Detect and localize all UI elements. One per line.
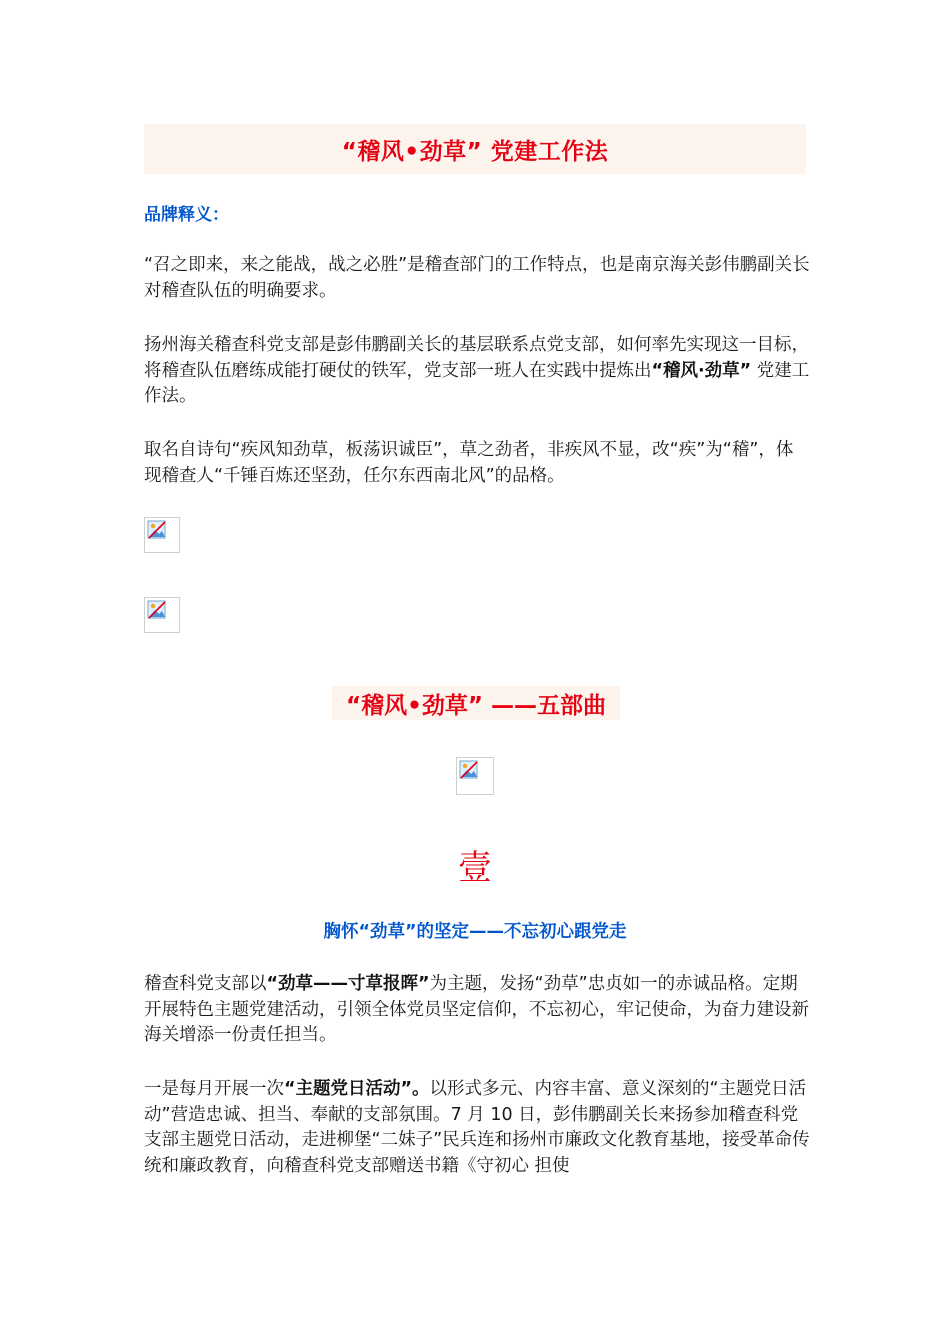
paragraph-theme-text: 为主题，发扬“劲草”忠贞如一的赤诚品格。定期开展特色主题党建活动，引领全体党员坚定信仰，不忘初心，牢记使命，为奋力建设新海关增添一份责任担当。	[144, 974, 809, 1045]
paragraph-theme-lead: 稽查科党支部以	[144, 974, 267, 994]
paragraph-branch-text: 扬州海关稽查科党支部是彭伟鹏副关长的基层联系点党支部，如何率先实现这一目标，将稽查队伍磨练成能打硬仗的铁军，党支部一班人在实践中提炼出	[144, 335, 809, 381]
broken-image-icon	[456, 757, 494, 795]
paragraph-origin: 取名自诗句“疾风知劲草，板荡识诚臣”，草之劲者，非疾风不显，改“疾”为“稽”，体现稽查人“千锤百炼还坚劲，任尔东西南北风”的品格。	[144, 440, 794, 486]
theme-bold: “劲草——寸草报晖”	[266, 974, 430, 994]
section-heading: 胸怀“劲草”的坚定——不忘初心跟党走	[323, 922, 627, 942]
broken-image-icon	[144, 517, 180, 553]
paragraph-monthly-lead: 一是每月开展一次	[144, 1079, 284, 1099]
broken-image-icon	[144, 597, 180, 633]
page-title: “稽风•劲草” 党建工作法	[341, 138, 609, 165]
paragraph-intro: “召之即来，来之能战，战之必胜”是稽查部门的工作特点，也是南京海关彭伟鹏副关长对稽查队伍的明确要求。	[144, 255, 810, 301]
brand-name-bold: “稽风·劲草”	[651, 360, 752, 381]
paragraph-theme	[144, 972, 810, 1049]
section-number: 壹	[458, 848, 492, 888]
paragraph-monthly-text: 以形式多元、内容丰富、意义深刻的“主题党日活动”营造忠诚、担当、奉献的支部氛围。7 月 10 日，彭伟鹏副关长来扬参加稽查科党支部主题党日活动，走进柳堡“二妹子”民兵连和扬州市廉政文化教育基地，接受革命传统和廉政教育，向稽查科党支部赠送书籍《守初心 担使	[144, 1079, 810, 1176]
title-banner	[144, 124, 806, 174]
monthly-bold: “主题党日活动”。	[284, 1079, 430, 1099]
brand-label: 品牌释义：	[144, 205, 229, 225]
paragraph-monthly	[144, 1077, 810, 1179]
subtitle: “稽风•劲草” ——五部曲	[346, 692, 606, 719]
paragraph-branch-tail: 党建工作法。	[144, 360, 810, 406]
paragraph-branch	[144, 333, 810, 410]
subtitle-banner	[332, 686, 620, 720]
